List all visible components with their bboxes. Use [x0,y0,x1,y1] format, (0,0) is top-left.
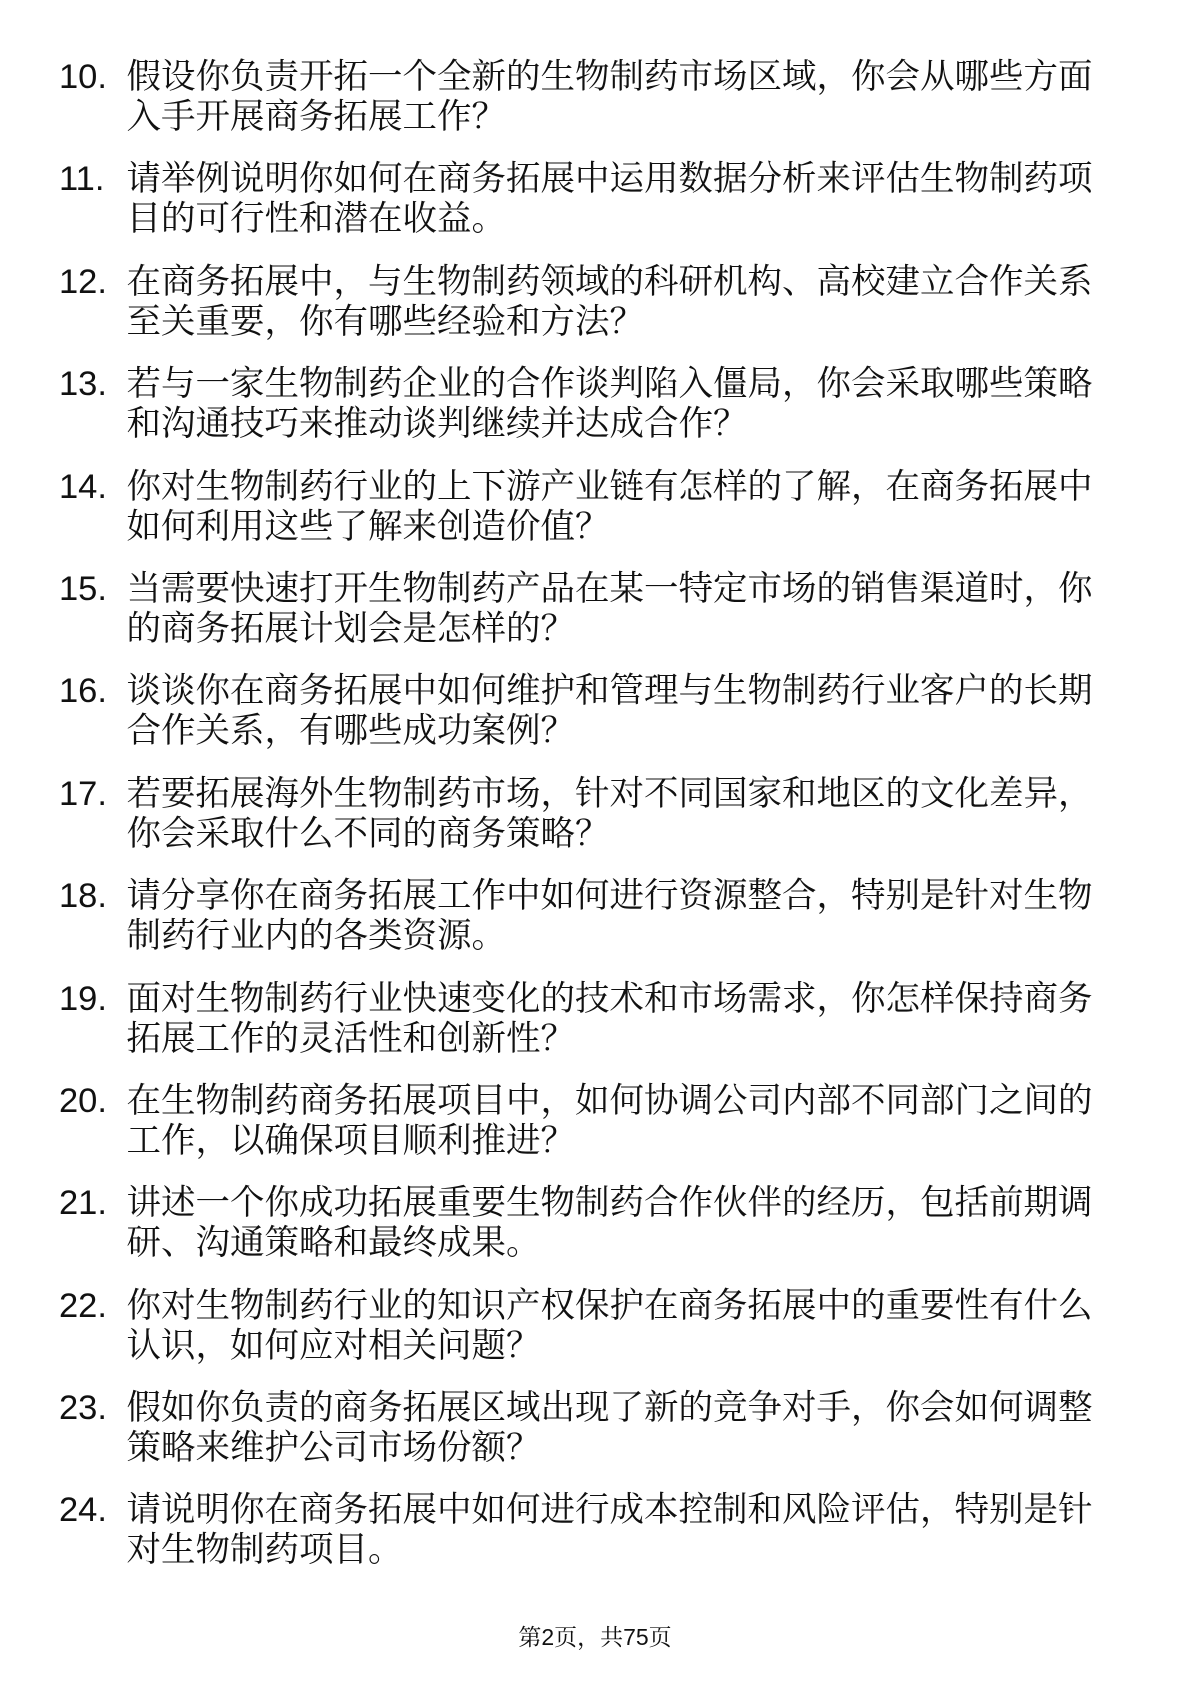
question-item [59,979,1139,1081]
question-line: 认识，如何应对相关问题？ [126,1326,541,1365]
question-number: 21. [59,1184,107,1223]
question-line: 和沟通技巧来推动谈判继续并达成合作？ [126,405,748,444]
question-line: 假如你负责的商务拓展区域出现了新的竞争对手，你会如何调整 [126,1389,1093,1428]
question-text [127,876,1093,956]
question-line: 对生物制药项目。 [126,1531,403,1570]
question-line: 策略来维护公司市场份额？ [126,1429,541,1468]
question-text [127,671,1093,751]
question-item [59,876,1139,978]
question-text [127,262,1093,342]
question-item [59,1081,1139,1183]
question-line: 制药行业内的各类资源。 [126,917,506,956]
question-line: 在商务拓展中，与生物制药领域的科研机构、高校建立合作关系 [126,262,1093,301]
question-number: 13. [59,365,107,404]
question-text [127,774,1093,854]
question-item [59,774,1139,876]
question-text [127,1183,1093,1263]
question-line: 谈谈你在商务拓展中如何维护和管理与生物制药行业客户的长期 [126,672,1093,711]
question-line: 至关重要，你有哪些经验和方法？ [126,302,644,341]
question-text [127,467,1093,547]
question-line: 在生物制药商务拓展项目中，如何协调公司内部不同部门之间的 [126,1081,1093,1120]
question-text [127,1081,1093,1161]
question-line: 你对生物制药行业的知识产权保护在商务拓展中的重要性有什么 [126,1286,1093,1325]
question-line: 拓展工作的灵活性和创新性？ [126,1019,575,1058]
question-line: 面对生物制药行业快速变化的技术和市场需求，你怎样保持商务 [126,979,1093,1018]
question-line: 目的可行性和潜在收益。 [126,200,506,239]
question-number: 19. [59,979,107,1018]
question-item [59,671,1139,773]
question-item [59,467,1139,569]
question-number: 24. [59,1491,107,1530]
question-item [59,1490,1139,1592]
question-item [59,1388,1139,1490]
question-text [127,569,1093,649]
question-number: 18. [59,877,107,916]
question-number: 16. [59,672,107,711]
question-text [127,159,1093,239]
question-line: 如何利用这些了解来创造价值？ [126,507,610,546]
question-number: 15. [59,569,107,608]
question-text [127,979,1093,1059]
question-line: 请分享你在商务拓展工作中如何进行资源整合，特别是针对生物 [126,877,1093,916]
question-line: 当需要快速打开生物制药产品在某一特定市场的销售渠道时，你 [126,569,1093,608]
question-line: 研、沟通策略和最终成果。 [126,1224,541,1263]
question-line: 假设你负责开拓一个全新的生物制药市场区域，你会从哪些方面 [126,58,1093,96]
question-item [59,569,1139,671]
page-footer [0,1622,1190,1652]
question-number: 11. [59,160,105,199]
question-line: 请举例说明你如何在商务拓展中运用数据分析来评估生物制药项 [126,160,1093,199]
question-line: 请说明你在商务拓展中如何进行成本控制和风险评估，特别是针 [126,1491,1093,1530]
question-line: 若要拓展海外生物制药市场，针对不同国家和地区的文化差异， [126,774,1093,813]
question-item [59,1183,1139,1285]
question-number: 22. [59,1286,107,1325]
question-number: 20. [59,1081,107,1120]
question-line: 合作关系，有哪些成功案例？ [126,712,575,751]
question-text [127,1490,1093,1570]
question-text [127,1286,1093,1366]
question-item [59,159,1139,261]
question-number: 17. [59,774,107,813]
question-item [59,57,1139,159]
question-text [127,1388,1093,1468]
question-list [59,57,1139,1593]
question-text [127,57,1093,137]
page-number-label: 第2页，共75页 [518,1624,672,1650]
question-text [127,364,1093,444]
question-line: 若与一家生物制药企业的合作谈判陷入僵局，你会采取哪些策略 [126,365,1093,404]
question-number: 12. [59,262,107,301]
question-line: 你对生物制药行业的上下游产业链有怎样的了解，在商务拓展中 [126,467,1093,506]
question-item [59,364,1139,466]
question-item [59,262,1139,364]
question-line: 讲述一个你成功拓展重要生物制药合作伙伴的经历，包括前期调 [126,1184,1093,1223]
question-number: 14. [59,467,107,506]
question-line: 你会采取什么不同的商务策略？ [126,814,610,853]
question-line: 入手开展商务拓展工作？ [126,98,506,136]
question-item [59,1286,1139,1388]
question-number: 23. [59,1389,107,1428]
question-line: 的商务拓展计划会是怎样的？ [126,609,575,648]
question-line: 工作，以确保项目顺利推进？ [126,1121,575,1160]
question-number: 10. [59,58,107,96]
